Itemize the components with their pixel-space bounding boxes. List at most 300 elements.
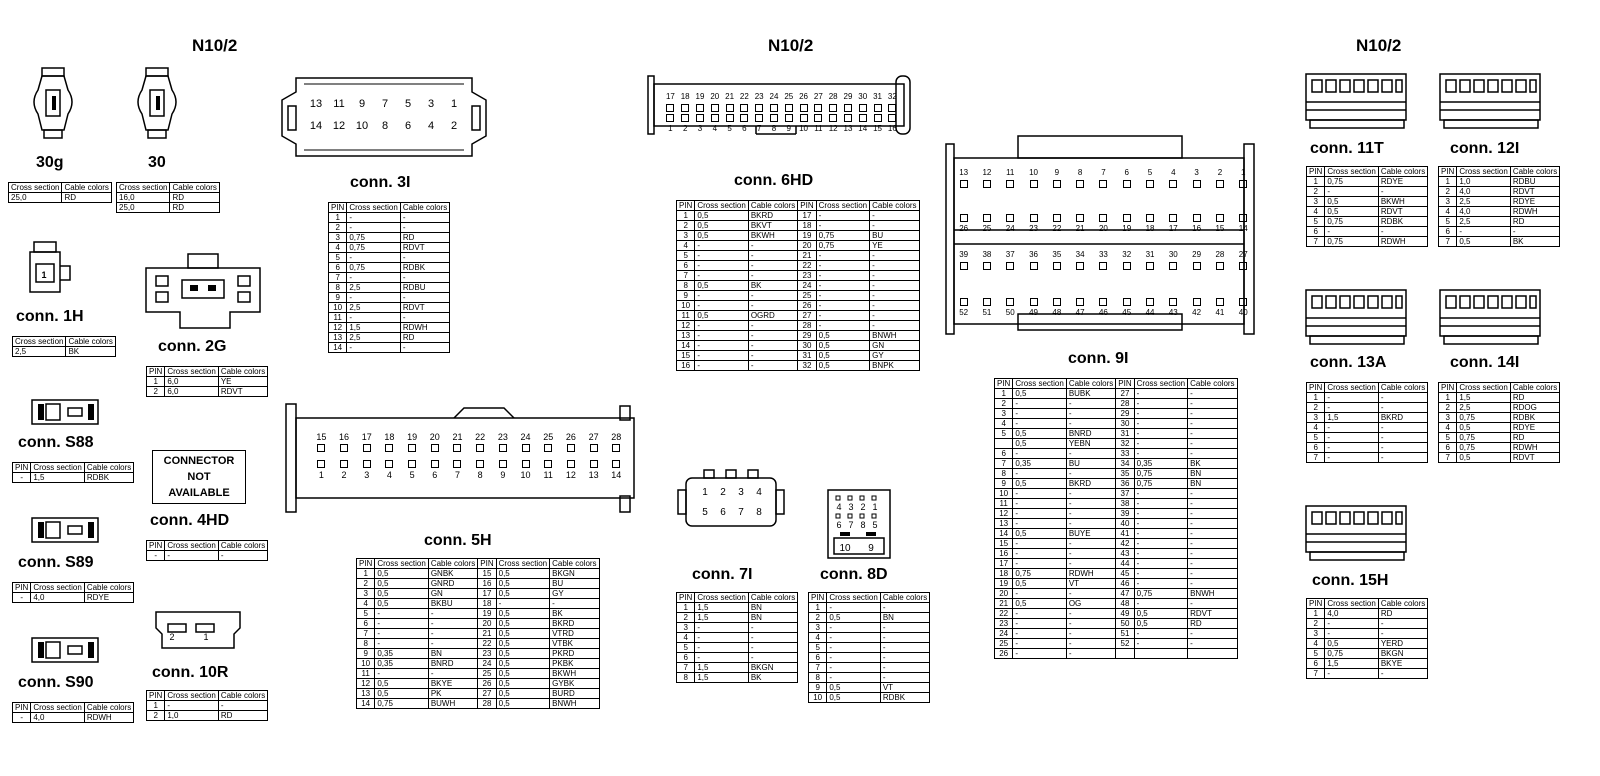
pin-socket bbox=[431, 444, 439, 452]
table-cell: 0,5 bbox=[816, 361, 869, 371]
table-cell: 0,5 bbox=[375, 589, 428, 599]
table-cell: 3 bbox=[809, 623, 827, 633]
pin-label: 14 bbox=[309, 120, 323, 132]
table-cell: - bbox=[816, 291, 869, 301]
pin-socket bbox=[1076, 298, 1084, 306]
table-cell: 18 bbox=[995, 569, 1013, 579]
pin-cell bbox=[1138, 212, 1161, 234]
table-cell: - bbox=[218, 551, 267, 561]
table-cell: BK bbox=[1188, 459, 1237, 469]
table-cell: 0,5 bbox=[1457, 453, 1510, 463]
table-cell: RD bbox=[218, 711, 267, 721]
connector-not-available-box bbox=[152, 450, 246, 504]
table-cell: - bbox=[870, 291, 919, 301]
pin-socket bbox=[1239, 180, 1247, 188]
pin-cell bbox=[952, 168, 975, 190]
table-cell: 30 bbox=[798, 341, 816, 351]
pin-cell bbox=[355, 458, 378, 480]
table-row bbox=[809, 653, 930, 663]
table-row bbox=[677, 673, 798, 683]
table-cell: - bbox=[1457, 227, 1510, 237]
pin-cell bbox=[605, 458, 628, 480]
table-cell: - bbox=[748, 653, 797, 663]
table-cell: VTBK bbox=[550, 639, 599, 649]
table-cell: 2 bbox=[1439, 187, 1457, 197]
table-cell: - bbox=[1325, 453, 1378, 463]
table-cell: - bbox=[375, 669, 428, 679]
pin-label: 17 bbox=[665, 92, 675, 101]
table-cell: - bbox=[1013, 469, 1066, 479]
pin-cell bbox=[355, 432, 378, 454]
pin-cell bbox=[1092, 212, 1115, 234]
pin-cell bbox=[999, 168, 1022, 190]
table-row bbox=[677, 271, 920, 281]
pin-cell bbox=[678, 112, 693, 134]
pin-socket bbox=[844, 114, 852, 122]
table-cell: PKBK bbox=[550, 659, 599, 669]
table-cell: - bbox=[695, 331, 748, 341]
table-cell: 4 bbox=[995, 419, 1013, 429]
table-cell: - bbox=[1378, 443, 1427, 453]
column-header: Cross section bbox=[1325, 383, 1378, 393]
pin-socket bbox=[1239, 214, 1247, 222]
table-cell: - bbox=[870, 281, 919, 291]
table-cell: - bbox=[1066, 399, 1115, 409]
table-cell: 6 bbox=[1439, 443, 1457, 453]
connector-9i-row-3 bbox=[952, 250, 1255, 272]
table-cell: 5 bbox=[995, 429, 1013, 439]
pin-socket bbox=[1239, 262, 1247, 270]
pin-cell bbox=[737, 112, 752, 134]
table-row bbox=[1307, 649, 1428, 659]
pin-cell bbox=[1185, 168, 1208, 190]
connector-7i-bottom-pins bbox=[698, 507, 766, 518]
table-cell: 7 bbox=[329, 273, 347, 283]
table-row bbox=[329, 293, 450, 303]
connector-8d-label: conn. 8D bbox=[820, 566, 888, 583]
table-cell: BN bbox=[428, 649, 477, 659]
pin-label: 26 bbox=[565, 432, 576, 442]
connector-14i-label: conn. 14I bbox=[1450, 354, 1520, 371]
pin-cell bbox=[1092, 168, 1115, 190]
pin-label: 4 bbox=[712, 124, 718, 133]
pin-cell bbox=[514, 432, 537, 454]
connector-13a-table bbox=[1306, 382, 1428, 463]
table-cell: - bbox=[1188, 489, 1237, 499]
column-header: Cross section bbox=[347, 203, 400, 213]
pin-label: 2 bbox=[450, 120, 458, 132]
pin-label: 16 bbox=[1192, 224, 1202, 233]
pin-label: 7 bbox=[738, 507, 744, 518]
table-cell: - bbox=[695, 291, 748, 301]
table-cell: 0,5 bbox=[496, 579, 549, 589]
table-row bbox=[809, 693, 930, 703]
table-cell: RDVT bbox=[1378, 207, 1427, 217]
pin-socket bbox=[385, 444, 393, 452]
table-cell: 19 bbox=[478, 609, 496, 619]
table-row bbox=[677, 291, 920, 301]
table-cell: - bbox=[400, 223, 449, 233]
table-cell: RDWH bbox=[1510, 443, 1559, 453]
table-cell: 1 bbox=[1307, 393, 1325, 403]
connector-s90-table bbox=[12, 702, 134, 723]
table-cell: 0,75 bbox=[375, 699, 428, 709]
table-row bbox=[147, 377, 268, 387]
table-cell: 7 bbox=[357, 629, 375, 639]
pin-cell bbox=[999, 296, 1022, 318]
table-row bbox=[357, 579, 600, 589]
pin-label: 32 bbox=[1122, 250, 1132, 259]
table-cell: 4,0 bbox=[1325, 609, 1378, 619]
table-cell: - bbox=[870, 311, 919, 321]
table-cell: BUYE bbox=[1066, 529, 1115, 539]
pin-cell bbox=[752, 112, 767, 134]
table-cell: - bbox=[1013, 559, 1066, 569]
pin-label: 8 bbox=[756, 507, 762, 518]
pin-label: 14 bbox=[858, 124, 868, 133]
pin-label: 4 bbox=[1171, 168, 1176, 177]
column-header: PIN bbox=[13, 703, 31, 713]
table-cell: 32 bbox=[798, 361, 816, 371]
table-cell: - bbox=[1013, 549, 1066, 559]
table-cell: - bbox=[695, 643, 748, 653]
table-cell: - bbox=[1188, 429, 1237, 439]
table-cell: 0,5 bbox=[375, 569, 428, 579]
table-row bbox=[1307, 187, 1428, 197]
pin-label: 3 bbox=[364, 470, 370, 480]
pin-socket bbox=[1193, 262, 1201, 270]
connector-30-table bbox=[116, 182, 220, 213]
table-cell: 0,5 bbox=[695, 221, 748, 231]
table-cell: - bbox=[1378, 453, 1427, 463]
pin-label: 6 bbox=[720, 507, 726, 518]
pin-label: 24 bbox=[769, 92, 779, 101]
table-cell: - bbox=[880, 633, 929, 643]
pin-socket bbox=[755, 104, 763, 112]
table-cell: 3 bbox=[677, 231, 695, 241]
table-cell: 0,5 bbox=[1457, 237, 1510, 247]
pin-socket bbox=[1006, 214, 1014, 222]
pin-socket bbox=[1169, 214, 1177, 222]
pin-cell bbox=[1185, 296, 1208, 318]
connector-s88-drawing bbox=[30, 398, 102, 426]
pin-cell bbox=[605, 432, 628, 454]
pin-label: 5 bbox=[727, 124, 732, 133]
table-cell: - bbox=[1066, 419, 1115, 429]
table-cell: 48 bbox=[1116, 599, 1134, 609]
table-cell: 3 bbox=[1307, 413, 1325, 423]
pin-label: 1 bbox=[668, 124, 673, 133]
table-cell: 9 bbox=[995, 479, 1013, 489]
table-cell: 11 bbox=[995, 499, 1013, 509]
table-cell: BKYE bbox=[428, 679, 477, 689]
column-header: PIN bbox=[147, 691, 165, 701]
table-row bbox=[677, 231, 920, 241]
table-cell: RDBK bbox=[880, 693, 929, 703]
pin-cell bbox=[537, 458, 560, 480]
connector-3i-table bbox=[328, 202, 450, 353]
table-cell: - bbox=[347, 313, 400, 323]
pin-cell bbox=[401, 458, 424, 480]
table-cell: 0,75 bbox=[1134, 469, 1187, 479]
table-cell: - bbox=[347, 223, 400, 233]
table-cell: - bbox=[1134, 449, 1187, 459]
pin-cell bbox=[1045, 296, 1068, 318]
connector-7i-label: conn. 7I bbox=[692, 566, 753, 583]
table-cell: - bbox=[695, 351, 748, 361]
table-cell: 2 bbox=[677, 613, 695, 623]
connector-15h-label: conn. 15H bbox=[1312, 572, 1389, 589]
table-cell: 1,5 bbox=[695, 603, 748, 613]
pin-label: 4 bbox=[386, 470, 392, 480]
table-header-row bbox=[1307, 599, 1428, 609]
table-cell: 25 bbox=[478, 669, 496, 679]
table-cell: 2 bbox=[1307, 619, 1325, 629]
table-cell bbox=[1134, 649, 1187, 659]
table-row bbox=[1439, 453, 1560, 463]
column-header: Cross section bbox=[827, 593, 880, 603]
table-cell: 6,0 bbox=[165, 377, 218, 387]
table-cell: 4 bbox=[809, 633, 827, 643]
table-cell: 5 bbox=[1439, 217, 1457, 227]
table-row bbox=[329, 223, 450, 233]
pin-socket bbox=[1146, 180, 1154, 188]
pin-socket bbox=[711, 104, 719, 112]
table-cell: 11 bbox=[677, 311, 695, 321]
table-cell: 31 bbox=[1116, 429, 1134, 439]
pin-label: 26 bbox=[799, 92, 809, 101]
pin-cell bbox=[811, 92, 826, 114]
table-cell: - bbox=[1188, 389, 1237, 399]
table-cell: - bbox=[1188, 439, 1237, 449]
pin-cell bbox=[1022, 168, 1045, 190]
table-cell: - bbox=[695, 321, 748, 331]
pin-socket bbox=[785, 104, 793, 112]
pin-socket bbox=[1123, 214, 1131, 222]
connector-7i-table bbox=[676, 592, 798, 683]
table-cell: 35 bbox=[1116, 469, 1134, 479]
pin-label: 1 bbox=[1240, 168, 1246, 177]
connector-3i-drawing bbox=[276, 72, 496, 162]
table-cell: 7 bbox=[809, 663, 827, 673]
pin-socket bbox=[317, 444, 325, 452]
table-row bbox=[329, 213, 450, 223]
table-row bbox=[1307, 629, 1428, 639]
pin-socket bbox=[590, 444, 598, 452]
table-header-row bbox=[9, 183, 112, 193]
table-cell: 1,5 bbox=[1457, 393, 1510, 403]
connector-8d-top-pins bbox=[833, 502, 881, 512]
table-cell: BK bbox=[1510, 237, 1559, 247]
table-cell: - bbox=[880, 663, 929, 673]
table-cell: - bbox=[1013, 499, 1066, 509]
table-cell: 42 bbox=[1116, 539, 1134, 549]
table-row bbox=[995, 479, 1238, 489]
pin-label: 26 bbox=[959, 224, 969, 233]
pin-socket bbox=[800, 104, 808, 112]
pin-socket bbox=[408, 444, 416, 452]
pin-socket bbox=[1099, 262, 1107, 270]
table-cell: - bbox=[1188, 629, 1237, 639]
table-cell: 14 bbox=[357, 699, 375, 709]
table-row bbox=[809, 623, 930, 633]
table-cell: 12 bbox=[677, 321, 695, 331]
column-header: PIN bbox=[357, 559, 375, 569]
connector-13a-label: conn. 13A bbox=[1310, 354, 1387, 371]
table-cell: 6 bbox=[677, 261, 695, 271]
table-cell: 4 bbox=[1307, 423, 1325, 433]
table-cell: - bbox=[748, 261, 797, 271]
connector-30g-drawing bbox=[30, 66, 80, 142]
pin-cell bbox=[423, 432, 446, 454]
table-cell: - bbox=[1134, 389, 1187, 399]
table-cell: 2 bbox=[995, 399, 1013, 409]
pin-label: 30 bbox=[1168, 250, 1178, 259]
pin-socket bbox=[814, 114, 822, 122]
na-line-2: NOT bbox=[187, 471, 211, 483]
table-row bbox=[677, 613, 798, 623]
table-cell: 4 bbox=[1307, 639, 1325, 649]
column-header: PIN bbox=[1439, 167, 1457, 177]
table-cell: 14 bbox=[995, 529, 1013, 539]
table-cell: 2 bbox=[1439, 403, 1457, 413]
table-row bbox=[995, 569, 1238, 579]
table-cell: - bbox=[1325, 227, 1378, 237]
pin-socket bbox=[567, 460, 575, 468]
table-header-row bbox=[117, 183, 220, 193]
table-cell: 0,5 bbox=[827, 693, 880, 703]
table-cell: 0,5 bbox=[375, 689, 428, 699]
table-cell: 0,5 bbox=[375, 679, 428, 689]
table-cell: - bbox=[1378, 403, 1427, 413]
pin-socket bbox=[1076, 262, 1084, 270]
table-header-row bbox=[1439, 167, 1560, 177]
table-cell: - bbox=[748, 341, 797, 351]
table-cell: - bbox=[870, 321, 919, 331]
table-cell: - bbox=[1378, 433, 1427, 443]
pin-label: 11 bbox=[1006, 168, 1015, 177]
table-cell: 21 bbox=[798, 251, 816, 261]
pin-cell bbox=[1138, 250, 1161, 272]
table-row bbox=[357, 679, 600, 689]
table-cell: 28 bbox=[478, 699, 496, 709]
table-cell: - bbox=[13, 593, 31, 603]
table-cell: 8 bbox=[995, 469, 1013, 479]
pin-label: 12 bbox=[982, 168, 992, 177]
pin-socket bbox=[740, 114, 748, 122]
table-cell: 2 bbox=[1307, 403, 1325, 413]
pin-label: 3 bbox=[1194, 168, 1199, 177]
table-cell: 1 bbox=[1307, 177, 1325, 187]
table-row bbox=[995, 649, 1238, 659]
table-cell: 12 bbox=[995, 509, 1013, 519]
table-cell: BU bbox=[870, 231, 919, 241]
table-row bbox=[995, 629, 1238, 639]
pin-socket bbox=[522, 460, 530, 468]
connector-13a-drawing bbox=[1304, 286, 1410, 348]
table-cell: - bbox=[1013, 609, 1066, 619]
table-cell: - bbox=[1134, 399, 1187, 409]
table-cell: 0,75 bbox=[1325, 237, 1378, 247]
connector-5h-label: conn. 5H bbox=[424, 532, 492, 549]
connector-10r-pin-2: 2 bbox=[169, 632, 175, 642]
table-cell: - bbox=[1066, 619, 1115, 629]
pin-socket bbox=[544, 444, 552, 452]
connector-s90-drawing bbox=[30, 636, 102, 664]
pin-label: 9 bbox=[786, 124, 791, 133]
pin-label: 3 bbox=[697, 124, 703, 133]
table-cell: - bbox=[695, 271, 748, 281]
table-cell: 22 bbox=[995, 609, 1013, 619]
column-header: PIN bbox=[995, 379, 1013, 389]
table-cell: RDVT bbox=[1510, 187, 1559, 197]
table-cell: 0,75 bbox=[1325, 177, 1378, 187]
connector-30g-table bbox=[8, 182, 112, 203]
table-cell: - bbox=[1134, 569, 1187, 579]
table-cell: - bbox=[1013, 629, 1066, 639]
table-cell: 6 bbox=[1307, 659, 1325, 669]
table-cell: - bbox=[880, 623, 929, 633]
table-cell: - bbox=[1013, 509, 1066, 519]
table-cell: - bbox=[870, 301, 919, 311]
pin-socket bbox=[726, 104, 734, 112]
table-cell: RDBU bbox=[400, 283, 449, 293]
table-cell: RD bbox=[62, 193, 111, 203]
table-row bbox=[1307, 413, 1428, 423]
table-cell: 1,0 bbox=[1457, 177, 1510, 187]
table-cell: 17 bbox=[798, 211, 816, 221]
table-cell: - bbox=[748, 351, 797, 361]
table-row bbox=[1307, 423, 1428, 433]
table-cell: BNRD bbox=[1066, 429, 1115, 439]
table-row bbox=[809, 683, 930, 693]
pin-socket bbox=[1169, 298, 1177, 306]
pin-cell bbox=[952, 212, 975, 234]
table-cell: - bbox=[1188, 569, 1237, 579]
table-header-row bbox=[13, 703, 134, 713]
pin-label: 18 bbox=[1145, 224, 1155, 233]
table-cell: - bbox=[1066, 639, 1115, 649]
table-cell: - bbox=[1134, 529, 1187, 539]
connector-2g-drawing bbox=[140, 252, 266, 332]
table-cell: 13 bbox=[995, 519, 1013, 529]
table-header-row bbox=[147, 541, 268, 551]
table-row bbox=[329, 233, 450, 243]
table-cell: - bbox=[827, 623, 880, 633]
connector-6hd-label: conn. 6HD bbox=[734, 172, 814, 189]
pin-socket bbox=[567, 444, 575, 452]
table-cell: 2 bbox=[677, 221, 695, 231]
table-cell: BKWH bbox=[1378, 197, 1427, 207]
table-row bbox=[357, 619, 600, 629]
pin-cell bbox=[826, 112, 841, 134]
column-header: PIN bbox=[1439, 383, 1457, 393]
table-row bbox=[677, 311, 920, 321]
pin-label: 5 bbox=[702, 507, 708, 518]
table-cell: 0,5 bbox=[496, 569, 549, 579]
table-cell: 22 bbox=[798, 261, 816, 271]
pin-cell bbox=[1068, 250, 1091, 272]
pin-cell bbox=[841, 112, 856, 134]
table-row bbox=[329, 253, 450, 263]
connector-6hd-top-pins bbox=[663, 92, 900, 114]
table-cell: - bbox=[1325, 619, 1378, 629]
table-cell: 21 bbox=[995, 599, 1013, 609]
na-line-3: AVAILABLE bbox=[168, 487, 230, 499]
table-cell: - bbox=[496, 599, 549, 609]
pin-cell bbox=[1068, 296, 1091, 318]
table-cell: 0,5 bbox=[827, 613, 880, 623]
